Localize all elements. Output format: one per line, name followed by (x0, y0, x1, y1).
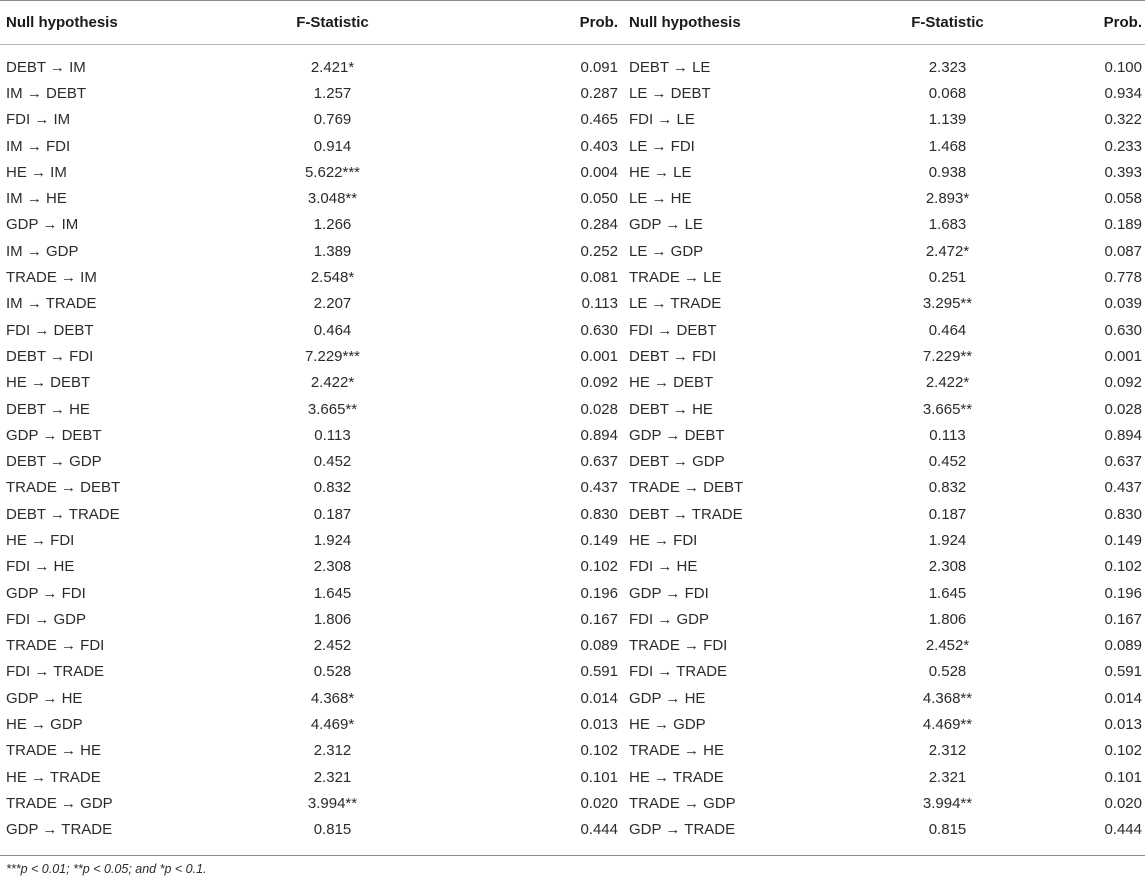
null-hypothesis-cell-left: TRADE → HE (6, 742, 102, 760)
prob-cell-right: 0.830 (1104, 505, 1142, 523)
prob-cell-left: 0.050 (580, 190, 618, 208)
prob-cell-right: 0.092 (1104, 374, 1142, 392)
f-statistic-cell-left: 2.207 (313, 295, 352, 313)
prob-cell-right: 0.149 (1104, 531, 1142, 549)
prob-cell-left: 0.167 (580, 610, 618, 628)
f-statistic-cell-right: 2.452* (925, 637, 970, 655)
header-prob-right: Prob. (1103, 13, 1142, 31)
f-statistic-cell-left: 3.048** (307, 190, 358, 208)
table-row (0, 80, 1145, 106)
f-statistic-cell-left: 4.368* (310, 689, 355, 707)
table-row (0, 107, 1145, 133)
f-statistic-cell-right: 1.924 (928, 531, 967, 549)
prob-cell-left: 0.102 (580, 742, 618, 760)
null-hypothesis-cell-right: DEBT → TRADE (629, 505, 743, 523)
table-row (0, 790, 1145, 816)
table-row (0, 711, 1145, 737)
null-hypothesis-cell-left: IM → HE (6, 190, 67, 208)
f-statistic-cell-left: 1.266 (313, 216, 352, 234)
table-row (0, 764, 1145, 790)
f-statistic-cell-right: 2.472* (925, 242, 970, 260)
header-null-hypothesis-right: Null hypothesis (629, 13, 741, 31)
f-statistic-cell-right: 0.187 (928, 505, 967, 523)
null-hypothesis-cell-right: HE → LE (629, 163, 692, 181)
prob-cell-left: 0.020 (580, 794, 618, 812)
null-hypothesis-cell-right: LE → GDP (629, 242, 704, 260)
null-hypothesis-cell-left: TRADE → FDI (6, 637, 105, 655)
prob-cell-left: 0.089 (580, 637, 618, 655)
f-statistic-cell-right: 4.368** (922, 689, 973, 707)
f-statistic-cell-right: 2.422* (925, 374, 970, 392)
null-hypothesis-cell-right: LE → HE (629, 190, 692, 208)
null-hypothesis-cell-right: GDP → LE (629, 216, 703, 234)
null-hypothesis-cell-right: HE → TRADE (629, 768, 724, 786)
f-statistic-cell-left: 2.452 (313, 637, 352, 655)
null-hypothesis-cell-right: LE → FDI (629, 137, 695, 155)
f-statistic-cell-right: 0.113 (929, 426, 966, 444)
table-bottom-rule (0, 855, 1145, 856)
f-statistic-cell-left: 0.914 (313, 137, 352, 155)
null-hypothesis-cell-left: DEBT → GDP (6, 453, 102, 471)
table-row (0, 554, 1145, 580)
f-statistic-cell-left: 2.312 (313, 742, 352, 760)
f-statistic-cell-right: 0.068 (928, 84, 967, 102)
f-statistic-cell-right: 3.665** (922, 400, 973, 418)
f-statistic-cell-left: 2.308 (313, 558, 352, 576)
prob-cell-left: 0.113 (581, 295, 618, 313)
table-row (0, 422, 1145, 448)
f-statistic-cell-right: 2.321 (928, 768, 967, 786)
table-row (0, 212, 1145, 238)
prob-cell-right: 0.189 (1104, 216, 1142, 234)
prob-cell-right: 0.591 (1104, 663, 1142, 681)
f-statistic-cell-left: 2.421* (310, 58, 355, 76)
null-hypothesis-cell-left: HE → TRADE (6, 768, 101, 786)
null-hypothesis-cell-left: FDI → DEBT (6, 321, 94, 339)
table-row (0, 659, 1145, 685)
table-row (0, 633, 1145, 659)
null-hypothesis-cell-left: DEBT → HE (6, 400, 90, 418)
f-statistic-cell-right: 0.251 (928, 269, 967, 287)
table-row (0, 343, 1145, 369)
prob-cell-left: 0.284 (580, 216, 618, 234)
null-hypothesis-cell-left: TRADE → IM (6, 269, 97, 287)
header-f-statistic-right: F-Statistic (911, 13, 984, 31)
f-statistic-cell-left: 2.321 (313, 768, 352, 786)
f-statistic-cell-right: 1.139 (928, 111, 967, 129)
f-statistic-cell-left: 3.665** (307, 400, 358, 418)
null-hypothesis-cell-right: FDI → GDP (629, 610, 710, 628)
prob-cell-right: 0.089 (1104, 637, 1142, 655)
f-statistic-cell-right: 2.308 (928, 558, 967, 576)
null-hypothesis-cell-left: IM → TRADE (6, 295, 97, 313)
null-hypothesis-cell-right: HE → DEBT (629, 374, 714, 392)
table-row (0, 264, 1145, 290)
prob-cell-left: 0.894 (580, 426, 618, 444)
null-hypothesis-cell-right: HE → FDI (629, 531, 698, 549)
f-statistic-cell-right: 1.683 (928, 216, 967, 234)
f-statistic-cell-left: 0.452 (313, 453, 352, 471)
null-hypothesis-cell-right: TRADE → DEBT (629, 479, 744, 497)
null-hypothesis-cell-left: GDP → TRADE (6, 821, 113, 839)
f-statistic-cell-right: 1.645 (928, 584, 967, 602)
header-row (0, 0, 1145, 44)
prob-cell-right: 0.393 (1104, 163, 1142, 181)
null-hypothesis-cell-left: DEBT → IM (6, 58, 86, 76)
f-statistic-cell-left: 3.994** (307, 794, 358, 812)
prob-cell-right: 0.039 (1104, 295, 1142, 313)
f-statistic-cell-right: 4.469** (922, 716, 973, 734)
prob-cell-right: 0.630 (1104, 321, 1142, 339)
f-statistic-cell-right: 7.229** (922, 347, 973, 365)
null-hypothesis-cell-left: FDI → TRADE (6, 663, 105, 681)
prob-cell-right: 0.102 (1104, 742, 1142, 760)
null-hypothesis-cell-left: IM → FDI (6, 137, 71, 155)
null-hypothesis-cell-left: GDP → IM (6, 216, 79, 234)
table-row (0, 527, 1145, 553)
prob-cell-left: 0.092 (580, 374, 618, 392)
header-null-hypothesis-left: Null hypothesis (6, 13, 118, 31)
table-row (0, 685, 1145, 711)
null-hypothesis-cell-left: DEBT → TRADE (6, 505, 120, 523)
f-statistic-cell-left: 0.832 (313, 479, 352, 497)
body-spacer (0, 44, 1145, 54)
f-statistic-cell-right: 1.806 (928, 610, 967, 628)
null-hypothesis-cell-left: GDP → DEBT (6, 426, 102, 444)
f-statistic-cell-right: 1.468 (928, 137, 967, 155)
null-hypothesis-cell-left: TRADE → DEBT (6, 479, 121, 497)
f-statistic-cell-left: 1.645 (313, 584, 352, 602)
prob-cell-left: 0.403 (580, 137, 618, 155)
f-statistic-cell-left: 0.815 (313, 821, 352, 839)
null-hypothesis-cell-right: HE → GDP (629, 716, 706, 734)
null-hypothesis-cell-right: GDP → TRADE (629, 821, 736, 839)
null-hypothesis-cell-left: HE → IM (6, 163, 67, 181)
f-statistic-cell-left: 5.622*** (304, 163, 361, 181)
f-statistic-cell-left: 0.528 (313, 663, 352, 681)
f-statistic-cell-right: 0.452 (928, 453, 967, 471)
null-hypothesis-cell-right: DEBT → HE (629, 400, 713, 418)
table-row (0, 606, 1145, 632)
null-hypothesis-cell-right: GDP → DEBT (629, 426, 725, 444)
table-row (0, 501, 1145, 527)
header-prob-left: Prob. (579, 13, 618, 31)
prob-cell-left: 0.630 (580, 321, 618, 339)
prob-cell-right: 0.102 (1104, 558, 1142, 576)
f-statistic-cell-right: 0.464 (928, 321, 967, 339)
null-hypothesis-cell-right: DEBT → FDI (629, 347, 717, 365)
null-hypothesis-cell-right: FDI → LE (629, 111, 695, 129)
table-row (0, 185, 1145, 211)
prob-cell-left: 0.001 (580, 347, 618, 365)
null-hypothesis-cell-left: GDP → HE (6, 689, 83, 707)
null-hypothesis-cell-left: HE → FDI (6, 531, 75, 549)
null-hypothesis-cell-right: TRADE → HE (629, 742, 725, 760)
table-row (0, 54, 1145, 80)
null-hypothesis-cell-right: TRADE → FDI (629, 637, 728, 655)
null-hypothesis-cell-right: TRADE → LE (629, 269, 722, 287)
prob-cell-right: 0.013 (1104, 716, 1142, 734)
null-hypothesis-cell-right: FDI → TRADE (629, 663, 728, 681)
table-row (0, 817, 1145, 843)
prob-cell-left: 0.444 (580, 821, 618, 839)
null-hypothesis-cell-left: HE → DEBT (6, 374, 91, 392)
prob-cell-right: 0.101 (1104, 768, 1142, 786)
f-statistic-cell-left: 0.464 (313, 321, 352, 339)
null-hypothesis-cell-left: GDP → FDI (6, 584, 86, 602)
f-statistic-cell-left: 1.806 (313, 610, 352, 628)
f-statistic-cell-right: 2.323 (928, 58, 967, 76)
f-statistic-cell-right: 3.295** (922, 295, 973, 313)
prob-cell-right: 0.444 (1104, 821, 1142, 839)
f-statistic-cell-right: 2.893* (925, 190, 970, 208)
prob-cell-right: 0.778 (1104, 269, 1142, 287)
null-hypothesis-cell-left: FDI → IM (6, 111, 71, 129)
null-hypothesis-cell-left: HE → GDP (6, 716, 83, 734)
null-hypothesis-cell-right: LE → TRADE (629, 295, 722, 313)
prob-cell-left: 0.287 (580, 84, 618, 102)
prob-cell-right: 0.437 (1104, 479, 1142, 497)
prob-cell-right: 0.100 (1104, 58, 1142, 76)
prob-cell-left: 0.196 (580, 584, 618, 602)
null-hypothesis-cell-left: TRADE → GDP (6, 794, 113, 812)
f-statistic-cell-right: 2.312 (928, 742, 967, 760)
f-statistic-cell-left: 1.389 (313, 242, 352, 260)
null-hypothesis-cell-right: FDI → DEBT (629, 321, 717, 339)
f-statistic-cell-right: 0.528 (928, 663, 967, 681)
prob-cell-left: 0.102 (580, 558, 618, 576)
f-statistic-cell-left: 1.924 (313, 531, 352, 549)
prob-cell-left: 0.437 (580, 479, 618, 497)
null-hypothesis-cell-right: GDP → HE (629, 689, 706, 707)
table-row (0, 159, 1145, 185)
null-hypothesis-cell-left: IM → GDP (6, 242, 79, 260)
prob-cell-left: 0.081 (580, 269, 618, 287)
table-row (0, 370, 1145, 396)
null-hypothesis-cell-right: DEBT → LE (629, 58, 711, 76)
f-statistic-cell-right: 0.938 (928, 163, 967, 181)
prob-cell-right: 0.894 (1104, 426, 1142, 444)
prob-cell-right: 0.322 (1104, 111, 1142, 129)
prob-cell-right: 0.001 (1104, 347, 1142, 365)
prob-cell-right: 0.087 (1104, 242, 1142, 260)
table-row (0, 317, 1145, 343)
null-hypothesis-cell-left: FDI → HE (6, 558, 75, 576)
prob-cell-left: 0.465 (580, 111, 618, 129)
prob-cell-right: 0.058 (1104, 190, 1142, 208)
f-statistic-cell-left: 2.422* (310, 374, 355, 392)
f-statistic-cell-left: 0.769 (313, 111, 352, 129)
f-statistic-cell-left: 2.548* (310, 269, 355, 287)
null-hypothesis-cell-right: DEBT → GDP (629, 453, 725, 471)
null-hypothesis-cell-right: LE → DEBT (629, 84, 711, 102)
table-row (0, 448, 1145, 474)
prob-cell-left: 0.252 (580, 242, 618, 260)
null-hypothesis-cell-right: TRADE → GDP (629, 794, 736, 812)
f-statistic-cell-right: 0.832 (928, 479, 967, 497)
null-hypothesis-cell-right: GDP → FDI (629, 584, 709, 602)
prob-cell-left: 0.013 (580, 716, 618, 734)
prob-cell-right: 0.167 (1104, 610, 1142, 628)
prob-cell-right: 0.196 (1104, 584, 1142, 602)
table-row (0, 238, 1145, 264)
table-row (0, 396, 1145, 422)
prob-cell-right: 0.934 (1104, 84, 1142, 102)
null-hypothesis-cell-left: IM → DEBT (6, 84, 87, 102)
prob-cell-right: 0.020 (1104, 794, 1142, 812)
table-row (0, 738, 1145, 764)
prob-cell-left: 0.014 (580, 689, 618, 707)
f-statistic-cell-left: 0.113 (314, 426, 351, 444)
table-body (0, 44, 1145, 843)
prob-cell-left: 0.091 (580, 58, 618, 76)
f-statistic-cell-left: 4.469* (310, 716, 355, 734)
prob-cell-right: 0.233 (1104, 137, 1142, 155)
f-statistic-cell-left: 1.257 (313, 84, 352, 102)
prob-cell-left: 0.028 (580, 400, 618, 418)
table-row (0, 580, 1145, 606)
table-row (0, 475, 1145, 501)
prob-cell-right: 0.637 (1104, 453, 1142, 471)
f-statistic-cell-left: 7.229*** (304, 347, 361, 365)
f-statistic-cell-right: 3.994** (922, 794, 973, 812)
prob-cell-left: 0.149 (580, 531, 618, 549)
prob-cell-left: 0.004 (580, 163, 618, 181)
prob-cell-left: 0.591 (580, 663, 618, 681)
f-statistic-cell-right: 0.815 (928, 821, 967, 839)
header-f-statistic-left: F-Statistic (296, 13, 369, 31)
table-row (0, 291, 1145, 317)
prob-cell-right: 0.028 (1104, 400, 1142, 418)
table-row (0, 133, 1145, 159)
null-hypothesis-cell-left: DEBT → FDI (6, 347, 94, 365)
prob-cell-left: 0.830 (580, 505, 618, 523)
prob-cell-left: 0.637 (580, 453, 618, 471)
null-hypothesis-cell-right: FDI → HE (629, 558, 698, 576)
significance-footnote: ***p < 0.01; **p < 0.05; and *p < 0.1. (6, 862, 207, 876)
f-statistic-cell-left: 0.187 (313, 505, 352, 523)
prob-cell-right: 0.014 (1104, 689, 1142, 707)
null-hypothesis-cell-left: FDI → GDP (6, 610, 87, 628)
prob-cell-left: 0.101 (580, 768, 618, 786)
